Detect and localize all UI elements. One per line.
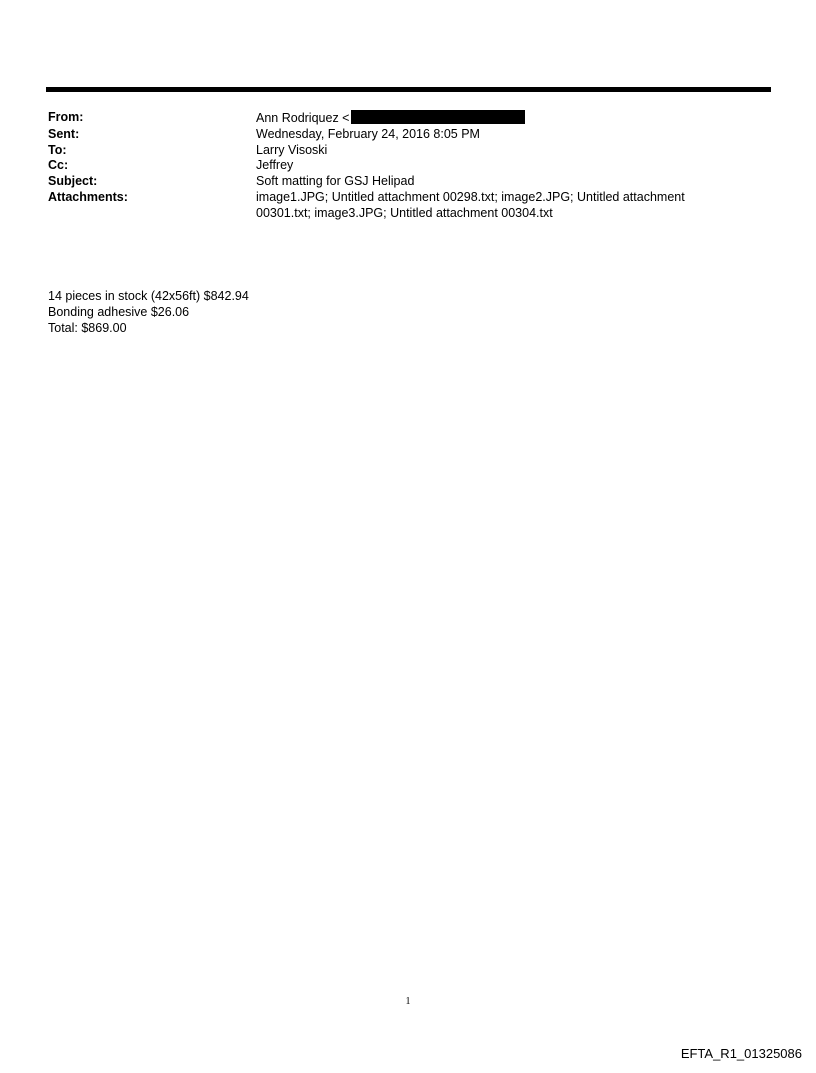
attachments-row	[48, 190, 768, 222]
from-value	[256, 110, 768, 127]
body-line-total: Total: $869.00	[48, 320, 127, 335]
sent-label: Sent:	[48, 126, 80, 141]
to-value: Larry Visoski	[256, 142, 328, 157]
sent-row	[48, 127, 768, 143]
attachments-label: Attachments:	[48, 189, 128, 204]
subject-label: Subject:	[48, 174, 98, 189]
to-label: To:	[48, 142, 67, 157]
sent-value: Wednesday, February 24, 2016 8:05 PM	[256, 126, 480, 141]
body-line-stock: 14 pieces in stock (42x56ft) $842.94	[48, 289, 249, 303]
subject-value: Soft matting for GSJ Helipad	[256, 174, 415, 189]
attachments-line-2[interactable]: 00301.txt; image3.JPG; Untitled attachment 00304.txt	[256, 205, 553, 220]
from-label: From:	[48, 110, 84, 124]
cc-row	[48, 158, 768, 174]
from-row	[48, 110, 768, 127]
attachments-value	[256, 190, 768, 222]
to-row	[48, 143, 768, 159]
subject-row	[48, 174, 768, 190]
attachments-line-1[interactable]: image1.JPG; Untitled attachment 00298.txt; image2.JPG; Untitled attachment	[256, 189, 685, 204]
from-name: Ann Rodriquez <	[256, 111, 350, 125]
bates-number: EFTA_R1_01325086	[680, 1046, 802, 1061]
redaction-box	[351, 110, 525, 124]
email-body	[48, 289, 249, 336]
body-line-adhesive: Bonding adhesive $26.06	[48, 304, 190, 319]
email-header	[48, 110, 768, 222]
header-divider	[46, 87, 771, 92]
page-number: 1	[405, 996, 411, 1007]
cc-value: Jeffrey	[256, 158, 294, 173]
cc-label: Cc:	[48, 158, 69, 173]
